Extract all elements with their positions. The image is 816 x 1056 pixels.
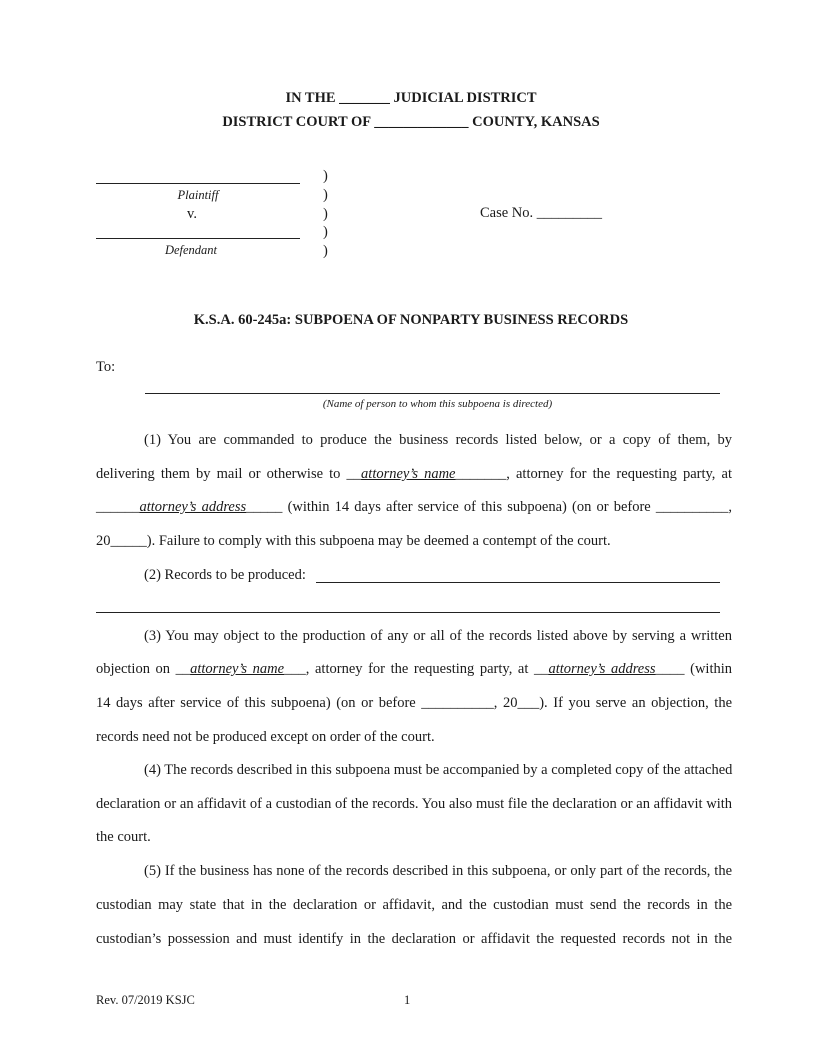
para2-label: (2) Records to be produced:: [144, 567, 306, 583]
para3-attorney-address-field: __attorney’s address____: [533, 661, 685, 677]
para4-line3: the court.: [96, 829, 151, 845]
records-line-1: [316, 582, 720, 583]
to-label: To:: [96, 359, 116, 375]
attorney-address-hint: attorney’s address: [548, 661, 656, 677]
para1-line2: [96, 466, 732, 483]
para1-attorney-name-field: __attorney’s name_______, attorney for the requesting party, at: [346, 466, 732, 482]
caption-paren-2: ): [323, 187, 328, 203]
caption-paren-3: ): [323, 206, 328, 222]
caption-paren-5: ): [323, 243, 328, 259]
para4-line1: (4) The records described in this subpoena must be accompanied by a completed copy of the attached: [144, 762, 733, 778]
records-line-2: [96, 612, 720, 613]
para3-line2-text-a: objection on: [96, 661, 171, 677]
para3-attorney-name-field: __attorney’s name___, attorney for the requesting party, at: [175, 661, 529, 677]
para1-line2-text-a: delivering them by mail or otherwise to: [96, 466, 341, 482]
para1-line1: (1) You are commanded to produce the business records listed below, or a copy of them, by: [144, 432, 732, 448]
para1-attorney-address-field: ______attorney’s address_____: [96, 499, 283, 515]
attorney-name-hint: attorney’s name: [361, 466, 456, 482]
case-number-field: Case No. _________: [480, 205, 603, 221]
caption-paren-1: ): [323, 168, 328, 184]
para3-line3: 14 days after service of this subpoena) (on or before __________, 20___). If you serve an objection, the: [96, 695, 732, 711]
footer-page-number: 1: [404, 993, 411, 1007]
para1-line4: 20_____). Failure to comply with this subpoena may be deemed a contempt of the court.: [96, 533, 611, 549]
para5-line2: custodian may state that in the declaration or affidavit, and the custodian must send the records in the: [96, 897, 732, 913]
para3-line1: (3) You may object to the production of any or all of the records listed above by serving a written: [144, 628, 732, 644]
defendant-signature-line: [96, 238, 300, 239]
para3-line2: [96, 661, 732, 678]
attorney-name-hint: attorney’s name: [190, 661, 285, 677]
plaintiff-signature-line: [96, 183, 300, 184]
para5-line3: custodian’s possession and must identify in the declaration or affidavit the requested records not in the: [96, 931, 732, 947]
recipient-name-line: [145, 393, 720, 394]
para5-line1: (5) If the business has none of the records described in this subpoena, or only part of the records, the: [144, 863, 732, 879]
defendant-label: Defendant: [164, 243, 218, 257]
plaintiff-label: Plaintiff: [177, 188, 219, 202]
recipient-name-hint: (Name of person to whom this subpoena is directed): [322, 398, 553, 410]
court-header-line2: DISTRICT COURT OF _____________ COUNTY, KANSAS: [222, 114, 600, 130]
attorney-address-hint: attorney’s address: [139, 499, 247, 515]
para1-line3: [96, 499, 732, 516]
para4-line2: declaration or an affidavit of a custodian of the records. You also must file the declaration or an affidavit with: [96, 796, 732, 812]
document-title: K.S.A. 60-245a: SUBPOENA OF NONPARTY BUSINESS RECORDS: [193, 312, 629, 328]
para3-line2-text-c: (within: [690, 661, 732, 677]
caption-paren-4: ): [323, 224, 328, 240]
versus-label: v.: [187, 206, 197, 222]
footer-revision: Rev. 07/2019 KSJC: [96, 993, 195, 1007]
court-header-line1: IN THE _______ JUDICIAL DISTRICT: [285, 90, 537, 106]
para1-line3-text-b: (within 14 days after service of this subpoena) (on or before __________,: [287, 499, 733, 515]
para3-line4: records need not be produced except on order of the court.: [96, 729, 435, 745]
